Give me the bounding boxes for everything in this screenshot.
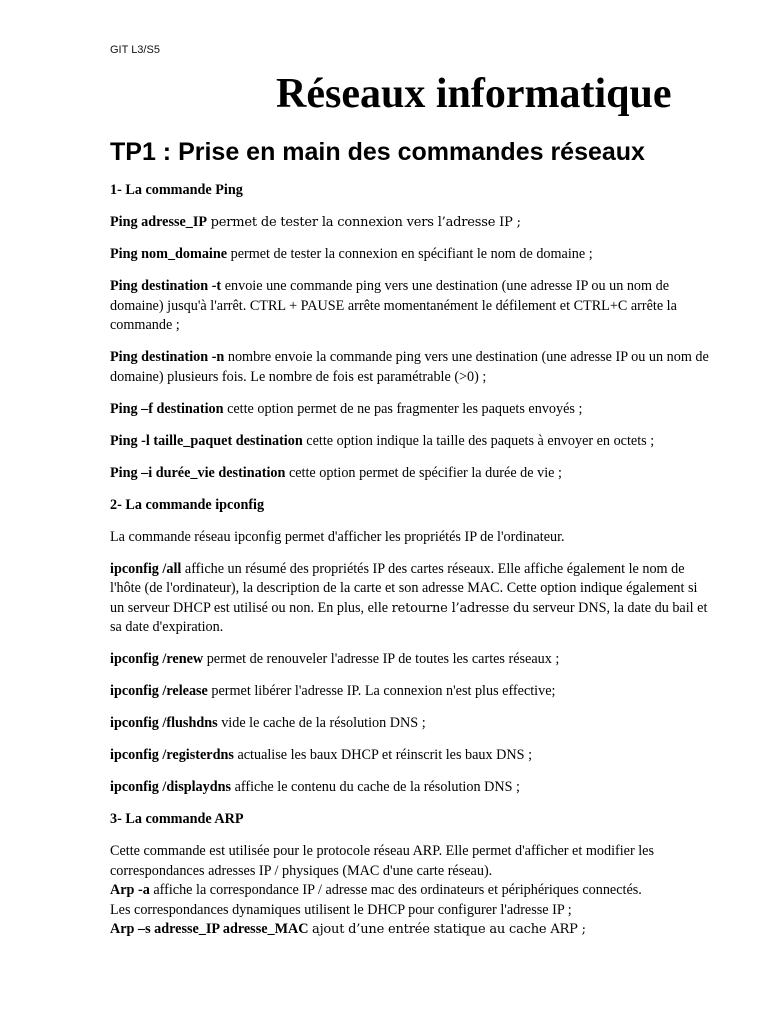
command-name: ipconfig /renew [110,651,204,667]
command-name: Ping destination -t [110,278,222,294]
command-description: permet de renouveler l'adresse IP de toutes les cartes réseaux ; [206,651,560,667]
command-name: Arp -a [110,882,150,898]
command-name: Ping -l taille_paquet destination [110,432,303,449]
ping-item-n [110,348,710,387]
ipconfig-item-renew [110,650,710,670]
ipconfig-item-release [110,682,710,702]
section-heading-ping: 1- La commande Ping [110,182,243,198]
ipconfig-item-flushdns [110,714,710,734]
ping-item-t [110,277,710,336]
command-name: Arp –s adresse_IP adresse_MAC [110,921,309,937]
command-description: cette option indique la taille des paquets à envoyer en octets ; [306,432,655,449]
arp-dynamic-note: Les correspondances dynamiques utilisent le DHCP pour configurer l'adresse IP ; [110,901,572,918]
ping-item-i [110,464,710,484]
command-name: ipconfig /displaydns [110,779,232,795]
command-description-mono: retourne l’adresse du [391,600,530,616]
command-description: nombre envoie la commande ping vers une destination (une adresse IP ou un nom de domaine) plusieurs fois. Le nombre de fois est paramétrable (>0) ; [110,349,709,385]
document-title: Réseaux informatique [276,71,672,117]
command-name: ipconfig /all [110,560,182,577]
command-description: ajout d’une entrée statique au cache ARP ; [312,922,586,937]
command-description-end: serveur DNS, la date du bail et sa date d'expiration. [110,599,708,635]
command-name: Ping adresse_IP [110,214,208,230]
command-description: affiche la correspondance IP / adresse mac des ordinateurs et périphériques connectés. [153,882,642,898]
command-description: actualise les baux DHCP et réinscrit les baux DNS ; [237,747,533,763]
command-description: permet de tester la connexion en spécifiant le nom de domaine ; [230,246,593,262]
ping-item-f [110,400,710,420]
command-description: permet de tester la connexion vers l’adresse IP ; [210,215,521,230]
command-name: ipconfig /registerdns [110,747,234,763]
command-description: cette option permet de spécifier la durée de vie ; [288,464,562,481]
ipconfig-item-displaydns [110,778,710,798]
command-description: envoie une commande ping vers une destination (une adresse IP ou un nom de domaine) jusqu'à l'arrêt. CTRL + PAUSE arrête momentanément le défilement et CTRL+C arrête la commande ; [110,278,677,333]
command-name: Ping destination -n [110,349,225,365]
ipconfig-intro: La commande réseau ipconfig permet d'afficher les propriétés IP de l'ordinateur. [110,528,565,545]
command-description: vide le cache de la résolution DNS ; [221,715,426,731]
ping-item-ip [110,213,710,233]
command-name: ipconfig /flushdns [110,715,218,731]
command-description: affiche le contenu du cache de la résolution DNS ; [234,779,520,795]
arp-intro: Cette commande est utilisée pour le protocole réseau ARP. Elle permet d'afficher et modifier les correspondances adresses IP / physiques (MAC d'une carte réseau). [110,843,654,879]
section-heading-ipconfig: 2- La commande ipconfig [110,496,265,513]
ipconfig-item-registerdns [110,746,710,766]
ping-item-l [110,432,710,452]
command-name: Ping –f destination [110,400,224,417]
arp-item-s [110,920,710,940]
section-heading-arp: 3- La commande ARP [110,811,244,827]
arp-item-a [110,881,710,901]
command-description: affiche un résumé des propriétés IP des cartes réseaux. Elle affiche également le nom de l'hôte (de l'ordinateur), la description de la carte et son adresse MAC. Cette option indique également si un serveur DHCP est utilisé ou non. En plus, elle [110,560,698,616]
command-name: Ping nom_domaine [110,246,228,262]
command-name: ipconfig /release [110,683,208,699]
command-description: permet libérer l'adresse IP. La connexion n'est plus effective; [211,683,556,699]
command-name: Ping –i durée_vie destination [110,464,286,481]
command-description: cette option permet de ne pas fragmenter les paquets envoyés ; [227,400,583,417]
document-body [110,181,710,940]
ping-item-domain [110,245,710,265]
ipconfig-item-all [110,560,710,638]
tp-title: TP1 : Prise en main des commandes réseaux [110,138,645,166]
course-header: GIT L3/S5 [110,44,160,56]
